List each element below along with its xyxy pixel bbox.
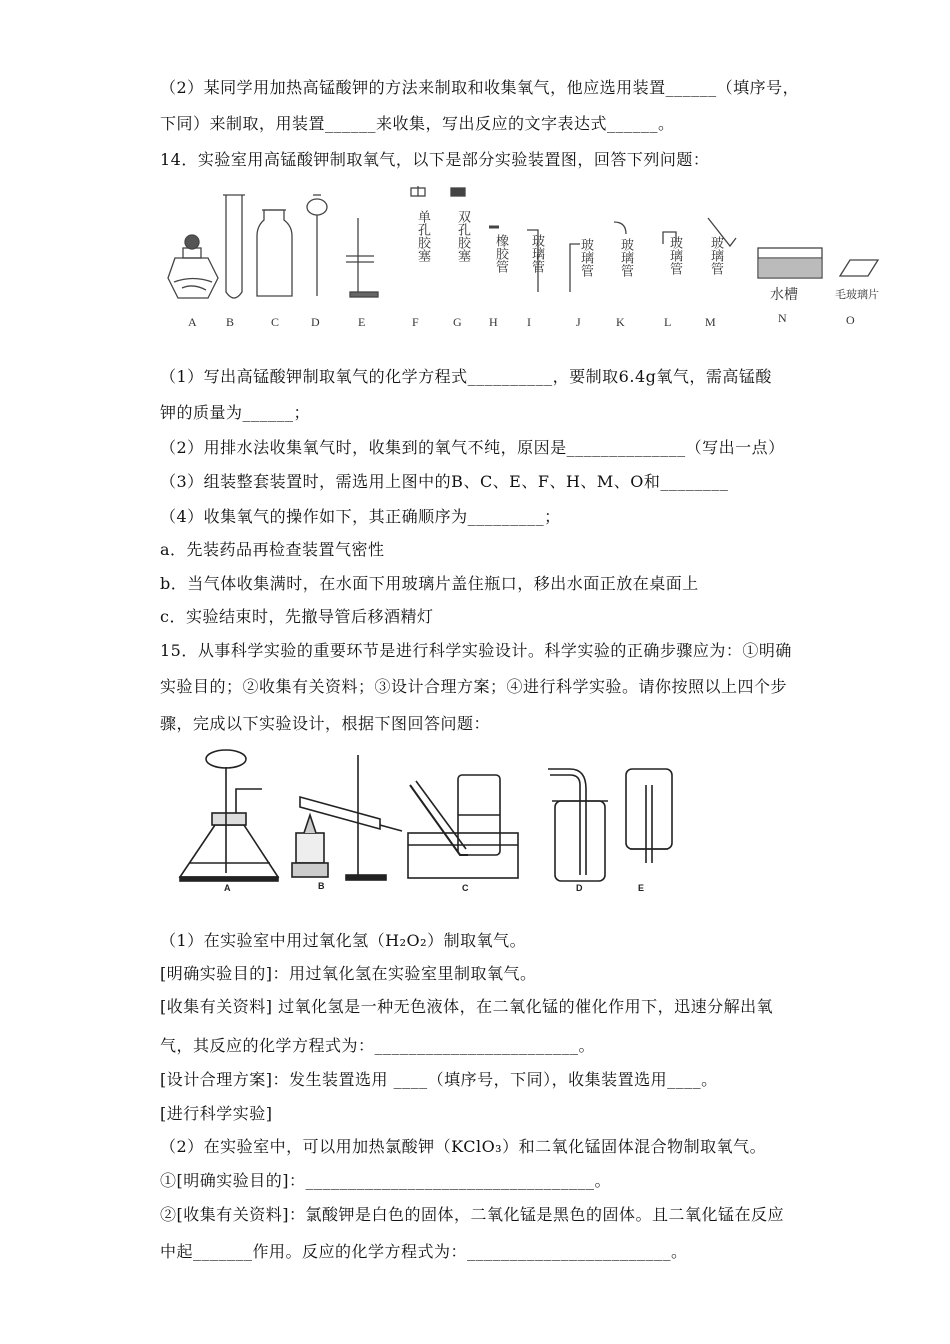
q14-option-a: a．先装药品再检查装置气密性 [160,540,385,559]
fig-letter-D: D [576,883,583,893]
label-K: 玻璃管 [618,238,633,277]
label-G: 双孔胶塞 [455,210,470,262]
letter-J: J [576,315,581,329]
funnel-icon [307,195,327,296]
q14-option-c: c．实验结束时，先撤导管后移酒精灯 [160,607,434,626]
q13-part2-line2: 下同）来制取，用装置______来收集，写出反应的文字表达式______。 [160,114,675,133]
letter-I: I [527,315,531,329]
letter-K: K [616,315,625,329]
letter-G: G [453,315,462,329]
letter-A: A [188,315,197,329]
q14-part1-line1: （1）写出高锰酸钾制取氧气的化学方程式__________，要制取6.4g氧气，需高锰酸 [160,367,772,386]
letter-M: M [705,315,716,329]
fig-letter-B: B [318,881,325,891]
q15-part1-goal: [明确实验目的]：用过氧化氢在实验室里制取氧气。 [160,964,537,983]
alcohol-lamp-icon [168,235,218,298]
letter-H: H [489,315,498,329]
q15-part2-goal: ①[明确实验目的]：__________________________________。 [160,1171,611,1190]
water-trough-icon [758,248,822,278]
q15-part2-info-line2: 中起_______作用。反应的化学方程式为：________________________。 [160,1242,688,1261]
q15-part2-info-line1: ②[收集有关资料]：氯酸钾是白色的固体，二氧化锰是黑色的固体。且二氧化锰在反应 [160,1205,784,1224]
gas-bottle-icon [257,210,292,296]
q15-part1-info-line2: 气，其反应的化学方程式为：________________________。 [160,1036,596,1055]
q15-intro-line3: 骤，完成以下实验设计，根据下图回答问题： [160,714,491,733]
q15-intro-line1: 15．从事科学实验的重要环节是进行科学实验设计。科学实验的正确步骤应为：①明确 [160,641,792,660]
conical-flask-icon [180,750,278,881]
iron-stand-icon [346,218,378,297]
letter-F: F [412,315,419,329]
letter-O: O [846,313,855,327]
q15-part1-info-line1: [收集有关资料] 过氧化氢是一种无色液体，在二氧化锰的催化作用下，迅速分解出氧 [160,997,774,1016]
letter-N: N [778,311,787,325]
q15-part1-do: [进行科学实验] [160,1104,273,1123]
water-trough-collection-icon [408,775,518,878]
label-L: 玻璃管 [667,236,682,275]
q14-part3: （3）组装整套装置时，需选用上图中的B、C、E、F、H、M、O和________ [160,472,729,491]
q14-part1-line2: 钾的质量为______； [160,403,311,422]
letter-C: C [271,315,280,329]
test-tube-icon [223,195,245,298]
q13-part2-line1: （2）某同学用加热高锰酸钾的方法来制取和收集氧气，他应选用装置______（填序号， [160,78,800,97]
heating-setup-icon [292,755,402,880]
q14-option-b: b．当气体收集满时，在水面下用玻璃片盖住瓶口，移出水面正放在桌面上 [160,574,699,593]
label-H: 橡胶管 [493,234,508,273]
q14-part2: （2）用排水法收集氧气时，收集到的氧气不纯，原因是______________（写出一点） [160,438,785,457]
letter-D: D [311,315,320,329]
q15-part1-plan: [设计合理方案]：发生装置选用 ____（填序号，下同），收集装置选用____。 [160,1070,718,1089]
q15-intro-line2: 实验目的；②收集有关资料；③设计合理方案；④进行科学实验。请你按照以上四个步 [160,677,788,696]
fig-letter-A: A [224,883,231,893]
letter-E: E [358,315,366,329]
label-F: 单孔胶塞 [415,210,430,262]
label-O: 毛玻璃片 [835,289,879,301]
glass-slide-icon [840,260,878,276]
q15-apparatus-figure [170,745,690,900]
label-M: 玻璃管 [708,236,723,275]
label-I: 玻璃管 [529,234,544,273]
label-J: 玻璃管 [578,238,593,277]
upward-air-bottle-icon [548,769,608,881]
q15-part2-title: （2）在实验室中，可以用加热氯酸钾（KClO₃）和二氧化锰固体混合物制取氧气。 [160,1137,767,1156]
fig-letter-E: E [638,883,645,893]
q15-part1-title: （1）在实验室中用过氧化氢（H₂O₂）制取氧气。 [160,931,527,950]
letter-L: L [664,315,672,329]
q14-part4: （4）收集氧气的操作如下，其正确顺序为_________； [160,507,561,526]
downward-air-bottle-icon [626,769,672,863]
label-N: 水槽 [770,288,798,303]
q14-title: 14．实验室用高锰酸钾制取氧气，以下是部分实验装置图，回答下列问题： [160,150,710,169]
letter-B: B [226,315,235,329]
fig-letter-C: C [462,883,469,893]
